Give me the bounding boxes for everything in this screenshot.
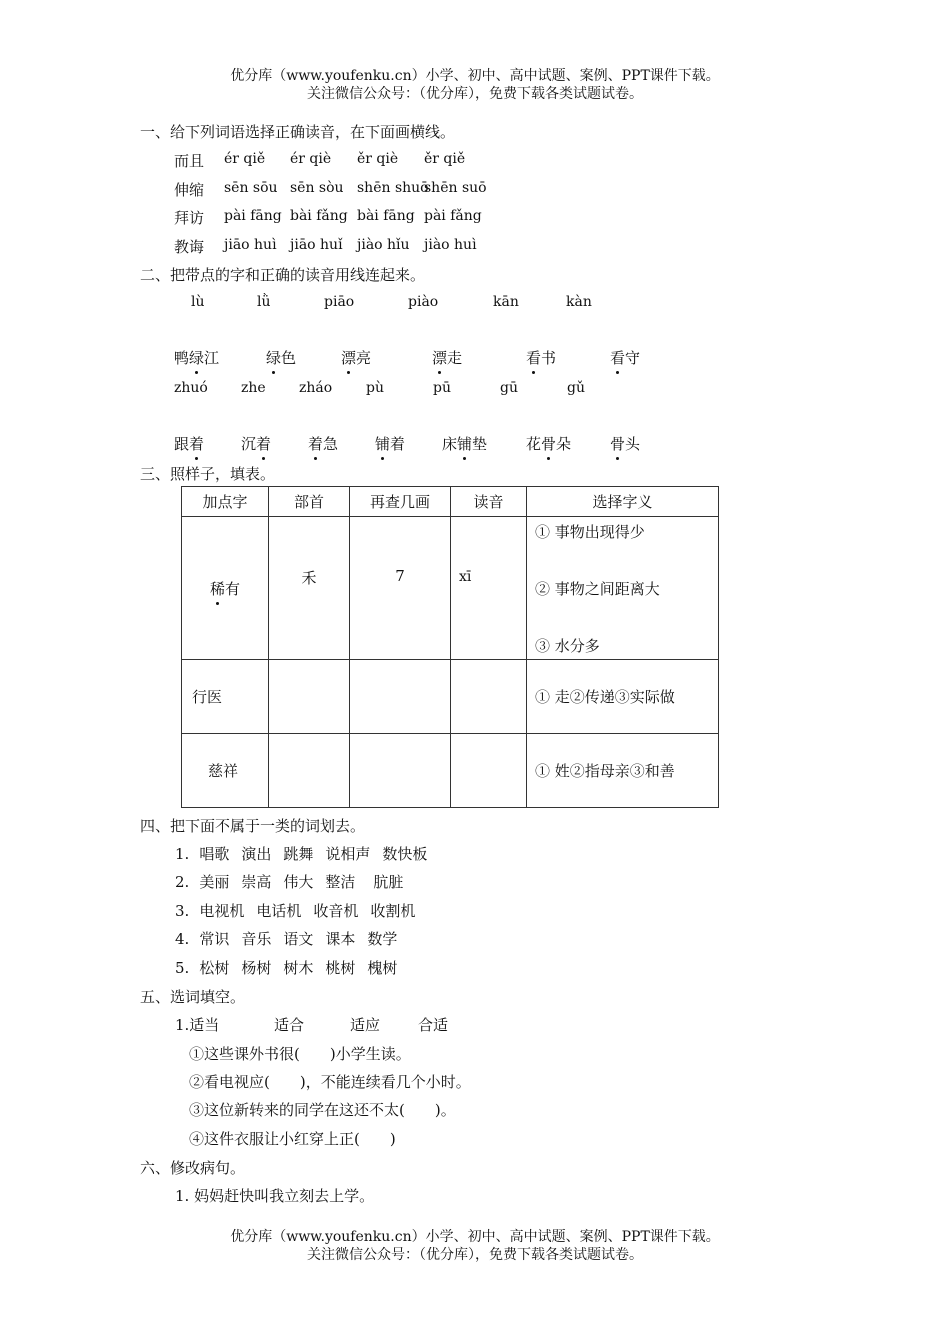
word-option: 唱歌	[199, 845, 230, 863]
word-option: 收音机	[313, 902, 359, 920]
table-cell-radical: 禾	[269, 517, 350, 660]
list-item	[175, 843, 439, 864]
word-choice: 适合	[274, 1016, 305, 1034]
dotted-word	[375, 433, 405, 454]
word-option: 说相声	[325, 845, 371, 863]
table-header-cell: 选择字义	[527, 487, 719, 517]
pinyin-option: bài fāng	[357, 208, 415, 224]
word-part: 急	[323, 435, 339, 453]
dotted-char: 骨	[610, 435, 626, 453]
fill-blank-item: ①这些课外书很( )小学生读。	[189, 1045, 411, 1063]
dotted-char: 铺	[457, 435, 473, 453]
word-choice: 适应	[350, 1016, 381, 1034]
pinyin-label: kān	[493, 294, 519, 310]
dotted-char: 稀	[209, 579, 225, 598]
word-option: 松树	[199, 959, 230, 977]
pinyin-option: ěr qiě	[424, 151, 466, 167]
pinyin-option: sēn sòu	[290, 180, 344, 196]
pinyin-option: pài fāng	[224, 208, 282, 224]
dotted-char: 骨	[541, 435, 557, 453]
meaning-option: ① 事物出现得少	[535, 523, 645, 541]
word-option: 语文	[283, 930, 314, 948]
word-label: 而且	[174, 152, 205, 170]
word-option: 课本	[325, 930, 356, 948]
table-header-cell: 读音	[451, 487, 527, 517]
dotted-word	[526, 433, 571, 454]
word-option: 电话机	[256, 902, 302, 920]
pinyin-option: pài fǎng	[424, 208, 482, 224]
header-line-2: 关注微信公众号：（优分库），免费下载各类试题试卷。	[307, 86, 643, 102]
section-5-title: 五、选词填空。	[140, 988, 246, 1006]
word-part: 着	[390, 435, 406, 453]
word-choice: 1.适当	[175, 1016, 220, 1034]
word-option: 伟大	[283, 873, 314, 891]
pinyin-option: ér qiè	[290, 151, 332, 167]
item-number: 1.	[175, 845, 190, 863]
table-cell-word: 慈祥	[182, 734, 269, 808]
item-number: 2.	[175, 873, 190, 891]
table-row	[182, 734, 719, 808]
word-option: 演出	[241, 845, 272, 863]
dotted-char: 绿	[266, 349, 282, 367]
word-part: 床	[442, 435, 458, 453]
dotted-word	[442, 433, 487, 454]
table-header-cell: 部首	[269, 487, 350, 517]
word-part: 书	[541, 349, 557, 367]
dotted-word	[241, 433, 271, 454]
word-rest: 有	[225, 579, 241, 598]
word-part: 跟	[174, 435, 190, 453]
table-header-row	[182, 487, 719, 517]
fill-blank-item: ③这位新转来的同学在这还不太( )。	[189, 1101, 456, 1119]
item-number: 4.	[175, 930, 190, 948]
word-part: 守	[625, 349, 641, 367]
table-cell-empty[interactable]	[269, 660, 350, 734]
meaning-option: ③ 水分多	[535, 637, 600, 655]
table-cell-empty[interactable]	[350, 660, 451, 734]
dotted-char: 看	[526, 349, 542, 367]
pinyin-label: pù	[366, 380, 384, 396]
dotted-word	[610, 347, 640, 368]
pinyin-label: piāo	[324, 294, 355, 310]
dotted-word	[308, 433, 338, 454]
pinyin-option: jiào huì	[424, 237, 477, 253]
dotted-char: 漂	[432, 349, 448, 367]
word-part: 朵	[556, 435, 572, 453]
word-option: 崇高	[241, 873, 272, 891]
word-option: 杨树	[241, 959, 272, 977]
word-part: 花	[526, 435, 542, 453]
table-cell-meanings: ① 姓②指母亲③和善	[527, 734, 719, 808]
word-option: 常识	[199, 930, 230, 948]
pinyin-label: zhuó	[174, 380, 208, 396]
word-option: 数学	[367, 930, 398, 948]
word-label: 教诲	[174, 238, 205, 256]
dotted-char: 着	[189, 435, 205, 453]
table-row	[182, 517, 719, 660]
table-row	[182, 660, 719, 734]
dotted-char: 看	[610, 349, 626, 367]
pinyin-label: zháo	[299, 380, 333, 396]
pinyin-option: shēn suō	[424, 180, 487, 196]
dotted-char: 绿	[189, 349, 205, 367]
pinyin-option: jiāo huǐ	[290, 237, 343, 253]
dotted-char: 漂	[341, 349, 357, 367]
pinyin-label: lù	[191, 294, 205, 310]
dotted-char: 着	[256, 435, 272, 453]
word-option: 树木	[283, 959, 314, 977]
word-option: 美丽	[199, 873, 230, 891]
pinyin-option: sēn sōu	[224, 180, 278, 196]
list-item	[175, 871, 415, 892]
word-option: 肮脏	[373, 873, 404, 891]
section-1-title: 一、给下列词语选择正确读音，在下面画横线。	[140, 123, 456, 141]
table-header-cell: 加点字	[182, 487, 269, 517]
pinyin-label: kàn	[566, 294, 592, 310]
word-option: 收割机	[370, 902, 416, 920]
fill-blank-item: ④这件衣服让小红穿上正( )	[189, 1130, 396, 1148]
word-part: 走	[447, 349, 463, 367]
word-option: 跳舞	[283, 845, 314, 863]
word-part: 鸭	[174, 349, 190, 367]
word-part: 垫	[472, 435, 488, 453]
item-number: 5.	[175, 959, 190, 977]
word-option: 音乐	[241, 930, 272, 948]
footer-line-1: 优分库（www.youfenku.cn）小学、初中、高中试题、案例、PPT课件下载。	[230, 1229, 720, 1245]
word-option: 电视机	[199, 902, 245, 920]
word-option: 数快板	[382, 845, 428, 863]
table-cell-empty[interactable]	[269, 734, 350, 808]
table-cell-empty[interactable]	[350, 734, 451, 808]
fill-blank-item: ②看电视应( )，不能连续看几个小时。	[189, 1073, 471, 1091]
word-option: 桃树	[325, 959, 356, 977]
pinyin-option: bài fǎng	[290, 208, 348, 224]
sentence-item: 1. 妈妈赶快叫我立刻去上学。	[175, 1187, 375, 1205]
dotted-word	[341, 347, 371, 368]
pinyin-option: jiāo huì	[224, 237, 277, 253]
list-item	[175, 957, 409, 978]
dotted-word	[266, 347, 296, 368]
header-line-1: 优分库（www.youfenku.cn）小学、初中、高中试题、案例、PPT课件下载。	[230, 68, 720, 84]
pinyin-option: ér qiě	[224, 151, 266, 167]
pinyin-label: pū	[433, 380, 451, 396]
word-option: 整洁	[325, 873, 356, 891]
meaning-option: ② 事物之间距离大	[535, 580, 660, 598]
table-cell-strokes: 7	[350, 517, 451, 660]
pinyin-label: gū	[500, 380, 518, 396]
word-label: 拜访	[174, 209, 205, 227]
table-cell-word: 行医	[182, 660, 269, 734]
word-part: 亮	[356, 349, 372, 367]
word-part: 头	[625, 435, 641, 453]
table-cell-meanings: ① 走②传递③实际做	[527, 660, 719, 734]
pinyin-label: lǜ	[257, 294, 271, 310]
pinyin-option: jiào hǐu	[357, 237, 410, 253]
word-label: 伸缩	[174, 181, 205, 199]
section-4-title: 四、把下面不属于一类的词划去。	[140, 817, 366, 835]
dotted-word	[526, 347, 556, 368]
table-cell-empty[interactable]	[451, 734, 527, 808]
pinyin-label: piào	[408, 294, 439, 310]
item-number: 3.	[175, 902, 190, 920]
word-part: 色	[281, 349, 297, 367]
word-choice: 合适	[418, 1016, 449, 1034]
dotted-word	[174, 433, 204, 454]
pinyin-option: shēn shuō	[357, 180, 429, 196]
table-cell-reading: xī	[451, 517, 527, 660]
dotted-char: 铺	[375, 435, 391, 453]
footer-line-2: 关注微信公众号：（优分库），免费下载各类试题试卷。	[307, 1247, 643, 1263]
word-option: 槐树	[367, 959, 398, 977]
section-3-title: 三、照样子，填表。	[140, 465, 276, 483]
dotted-word	[174, 347, 219, 368]
dotted-char: 着	[308, 435, 324, 453]
word-part: 江	[204, 349, 220, 367]
table-cell-empty[interactable]	[451, 660, 527, 734]
character-table	[181, 486, 719, 808]
table-cell-meanings	[527, 517, 719, 660]
pinyin-label: zhe	[241, 380, 266, 396]
section-6-title: 六、修改病句。	[140, 1159, 246, 1177]
list-item	[175, 900, 427, 921]
section-2-title: 二、把带点的字和正确的读音用线连起来。	[140, 266, 426, 284]
list-item	[175, 928, 409, 949]
dotted-word	[610, 433, 640, 454]
table-header-cell: 再查几画	[350, 487, 451, 517]
pinyin-label: gǔ	[567, 380, 585, 396]
dotted-word	[432, 347, 462, 368]
word-part: 沉	[241, 435, 257, 453]
table-cell-word	[182, 517, 269, 660]
pinyin-option: ěr qiè	[357, 151, 399, 167]
